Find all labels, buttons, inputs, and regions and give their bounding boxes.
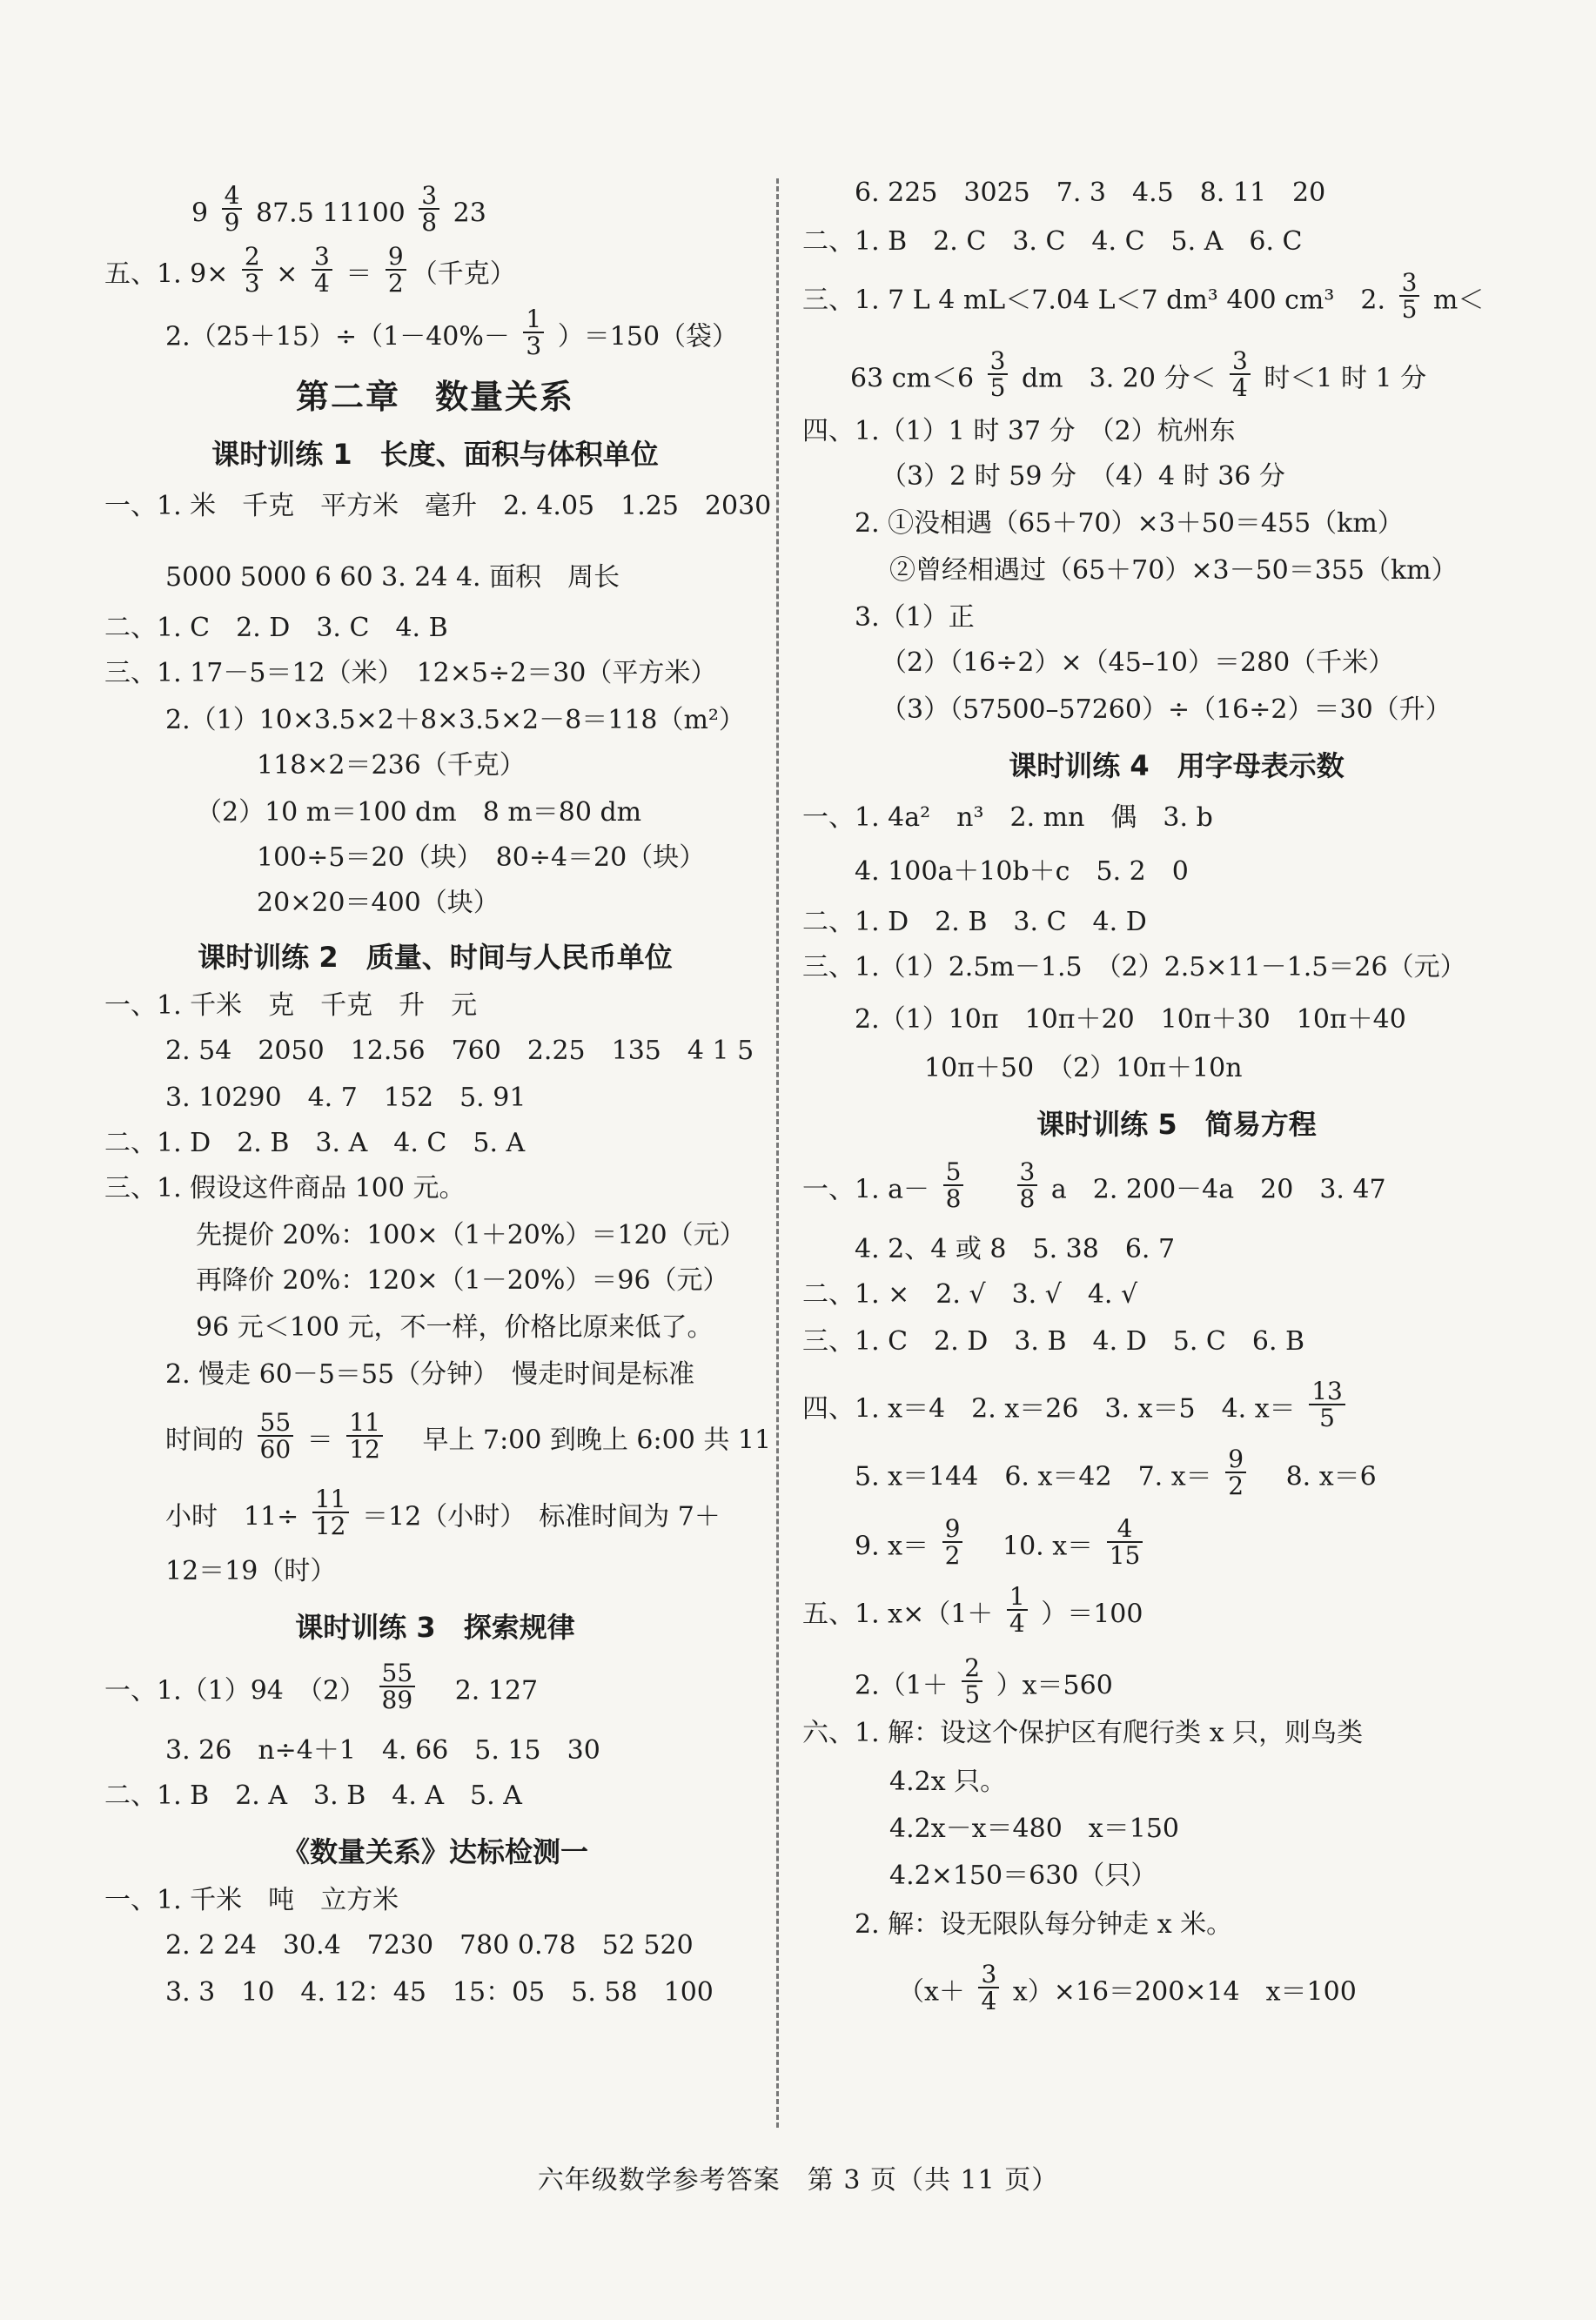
answer-line: 一、1. 4a² n³ 2. mn 偶 3. b xyxy=(802,802,1213,833)
answer-line: 2.（25＋15）÷（1－40%－ $\frac{1}{3}$ ）＝150（袋） xyxy=(165,305,739,361)
answer-line: 二、1. B 2. A 3. B 4. A 5. A xyxy=(104,1780,522,1811)
answer-line: 63 cm＜6 $\frac{3}{5}$ dm 3. 20 分＜ $\frac{3}{4}$ 时＜1 时 1 分 xyxy=(850,346,1427,403)
answer-line: 3. 10290 4. 7 152 5. 91 xyxy=(165,1083,526,1113)
answer-line: 10π＋50 （2）10π＋10n xyxy=(924,1053,1243,1083)
answer-line: 5000 5000 6 60 3. 24 4. 面积 周长 xyxy=(165,562,620,593)
section-heading: 课时训练 3 探索规律 xyxy=(295,1611,575,1644)
fraction: $\frac{9}{2}$ xyxy=(386,244,406,297)
fraction: $\frac{4}{9}$ xyxy=(222,183,243,236)
answer-line: 2. 2 24 30.4 7230 780 0.78 52 520 xyxy=(165,1930,694,1961)
answer-line: 2. 54 2050 12.56 760 2.25 135 4 1 5 xyxy=(165,1036,754,1066)
answer-line: 三、1. 7 L 4 mL＜7.04 L＜7 dm³ 400 cm³ 2. $\frac{3}{5}$ m＜ xyxy=(802,268,1485,325)
answer-line: 4.2x 只。 xyxy=(889,1767,1007,1797)
answer-line: 118×2＝236（千克） xyxy=(257,750,526,781)
column-divider xyxy=(776,178,779,2128)
fraction: $\frac{2}{3}$ xyxy=(242,244,263,297)
answer-line: 2.（1＋ $\frac{2}{5}$ ）x＝560 xyxy=(855,1653,1113,1710)
fraction: $\frac{4}{15}$ xyxy=(1107,1516,1143,1569)
answer-line: （3）（57500–57260）÷（16÷2）＝30（升） xyxy=(881,694,1452,725)
answer-line: 2. ①没相遇（65＋70）×3＋50＝455（km） xyxy=(855,508,1404,539)
fraction: $\frac{3}{5}$ xyxy=(1399,270,1420,323)
answer-line: 一、1.（1）94 （2） $\frac{55}{89}$ 2. 127 xyxy=(104,1659,539,1715)
answer-line: 2.（1）10×3.5×2＋8×3.5×2－8＝118（m²） xyxy=(165,705,745,735)
answer-line: 二、1. C 2. D 3. C 4. B xyxy=(104,613,448,643)
fraction: $\frac{11}{12}$ xyxy=(312,1486,349,1539)
answer-line: 9 $\frac{4}{9}$ 87.5 11100 $\frac{3}{8}$ 23 xyxy=(191,181,486,238)
section-heading: 《数量关系》达标检测一 xyxy=(281,1835,588,1868)
answer-line: 三、1. 假设这件商品 100 元。 xyxy=(104,1173,466,1204)
answer-line: 100÷5＝20（块） 80÷4＝20（块） xyxy=(257,842,706,873)
answer-line: 一、1. 千米 吨 立方米 xyxy=(104,1885,399,1915)
answer-line: 六、1. 解：设这个保护区有爬行类 x 只，则鸟类 xyxy=(802,1718,1364,1748)
fraction: $\frac{3}{4}$ xyxy=(1230,348,1251,401)
answer-line: 4.2×150＝630（只） xyxy=(889,1861,1157,1891)
fraction: $\frac{1}{3}$ xyxy=(523,306,544,359)
answer-line: 20×20＝400（块） xyxy=(257,888,500,918)
fraction: $\frac{3}{8}$ xyxy=(419,183,439,236)
answer-line: 二、1. D 2. B 3. A 4. C 5. A xyxy=(104,1128,526,1158)
fraction: $\frac{55}{60}$ xyxy=(258,1410,294,1463)
section-heading: 课时训练 1 长度、面积与体积单位 xyxy=(211,438,659,471)
answer-line: 96 元＜100 元，不一样，价格比原来低了。 xyxy=(196,1312,714,1343)
answer-line: 四、1. x＝4 2. x＝26 3. x＝5 4. x＝ $\frac{13}{5}$ xyxy=(802,1384,1351,1425)
fraction: $\frac{1}{4}$ xyxy=(1007,1584,1028,1637)
answer-line: 三、1. 17－5＝12（米） 12×5÷2＝30（平方米） xyxy=(104,658,717,688)
answer-line: 先提价 20%：100×（1＋20%）＝120（元） xyxy=(196,1220,746,1251)
answer-line: 三、1.（1）2.5m－1.5 （2）2.5×11－1.5＝26（元） xyxy=(802,952,1466,982)
fraction: $\frac{11}{12}$ xyxy=(346,1410,383,1463)
fraction: $\frac{13}{5}$ xyxy=(1309,1378,1345,1432)
answer-line: 一、1. 千米 克 千克 升 元 xyxy=(104,990,478,1021)
answer-line: 一、1. a－ $\frac{5}{8}$ $\frac{3}{8}$ a 2. 200－4a 20 3. 47 xyxy=(802,1157,1386,1214)
section-heading: 课时训练 5 简易方程 xyxy=(1036,1108,1317,1141)
answer-line: 再降价 20%：120×（1－20%）＝96（元） xyxy=(196,1265,729,1296)
answer-line: 二、1. B 2. C 3. C 4. C 5. A 6. C xyxy=(802,226,1303,257)
answer-line: 3. 3 10 4. 12：45 15：05 5. 58 100 xyxy=(165,1977,714,2008)
answer-line: 2. 解：设无限队每分钟走 x 米。 xyxy=(855,1909,1233,1940)
fraction: $\frac{5}{8}$ xyxy=(943,1159,964,1212)
answer-line: 二、1. × 2. √ 3. √ 4. √ xyxy=(802,1279,1138,1310)
answer-line: （2）10 m＝100 dm 8 m＝80 dm xyxy=(196,797,642,828)
answer-line: 2.（1）10π 10π＋20 10π＋30 10π＋40 xyxy=(855,1004,1406,1035)
answer-line: 6. 225 3025 7. 3 4.5 8. 11 20 xyxy=(855,178,1326,208)
answer-line: 4. 100a＋10b＋c 5. 2 0 xyxy=(855,856,1189,887)
answer-line: 四、1.（1）1 时 37 分 （2）杭州东 xyxy=(802,416,1236,446)
answer-line: 4. 2、4 或 8 5. 38 6. 7 xyxy=(855,1234,1176,1264)
answer-line: 小时 11÷ $\frac{11}{12}$ ＝12（小时） 标准时间为 7＋ xyxy=(165,1485,721,1541)
section-heading: 课时训练 4 用字母表示数 xyxy=(1009,749,1345,782)
fraction: $\frac{9}{2}$ xyxy=(942,1516,963,1569)
page-footer: 六年级数学参考答案 第 3 页（共 11 页） xyxy=(537,2165,1059,2196)
fraction: $\frac{3}{4}$ xyxy=(312,244,332,297)
answer-line: 一、1. 米 千克 平方米 毫升 2. 4.05 1.25 2030 xyxy=(104,491,772,521)
answer-line: 三、1. C 2. D 3. B 4. D 5. C 6. B xyxy=(802,1326,1305,1357)
answer-line: 2. 慢走 60－5＝55（分钟） 慢走时间是标准 xyxy=(165,1359,695,1390)
fraction: $\frac{2}{5}$ xyxy=(962,1655,982,1708)
answer-line: 二、1. D 2. B 3. C 4. D xyxy=(802,907,1147,937)
fraction: $\frac{3}{4}$ xyxy=(978,1961,999,2015)
answer-line: （3）2 时 59 分 （4）4 时 36 分 xyxy=(881,461,1285,492)
answer-line: ②曾经相遇过（65＋70）×3－50＝355（km） xyxy=(889,555,1458,586)
fraction: $\frac{3}{5}$ xyxy=(988,348,1009,401)
fraction: $\frac{9}{2}$ xyxy=(1225,1446,1246,1499)
fraction: $\frac{3}{8}$ xyxy=(1017,1159,1038,1212)
answer-line: （x＋ $\frac{3}{4}$ x）×16＝200×14 x＝100 xyxy=(898,1960,1357,2016)
fraction: $\frac{55}{89}$ xyxy=(379,1660,416,1713)
chapter-title: 第二章 数量关系 xyxy=(295,377,574,416)
answer-line: 3. 26 n÷4＋1 4. 66 5. 15 30 xyxy=(165,1735,600,1766)
answer-line: 五、1. 9× $\frac{2}{3}$ × $\frac{3}{4}$ ＝ $\frac{9}{2}$ （千克） xyxy=(104,242,516,298)
answer-line: （2）（16÷2）×（45–10）＝280（千米） xyxy=(881,647,1395,678)
answer-line: 12＝19（时） xyxy=(165,1556,337,1586)
answer-line: 五、1. x×（1＋ $\frac{1}{4}$ ）＝100 xyxy=(802,1582,1143,1639)
answer-line: 3.（1）正 xyxy=(855,602,975,633)
answer-line: 时间的 $\frac{55}{60}$ ＝ $\frac{11}{12}$ 早上 7:00 到晚上 6:00 共 11 xyxy=(165,1408,772,1465)
answer-line: 5. x＝144 6. x＝42 7. x＝ $\frac{9}{2}$ 8. x＝6 xyxy=(855,1445,1377,1501)
answer-line: 4.2x－x＝480 x＝150 xyxy=(889,1814,1179,1844)
section-heading: 课时训练 2 质量、时间与人民币单位 xyxy=(198,941,673,974)
answer-line: 9. x＝ $\frac{9}{2}$ 10. x＝ $\frac{4}{15}$ xyxy=(855,1521,1148,1563)
